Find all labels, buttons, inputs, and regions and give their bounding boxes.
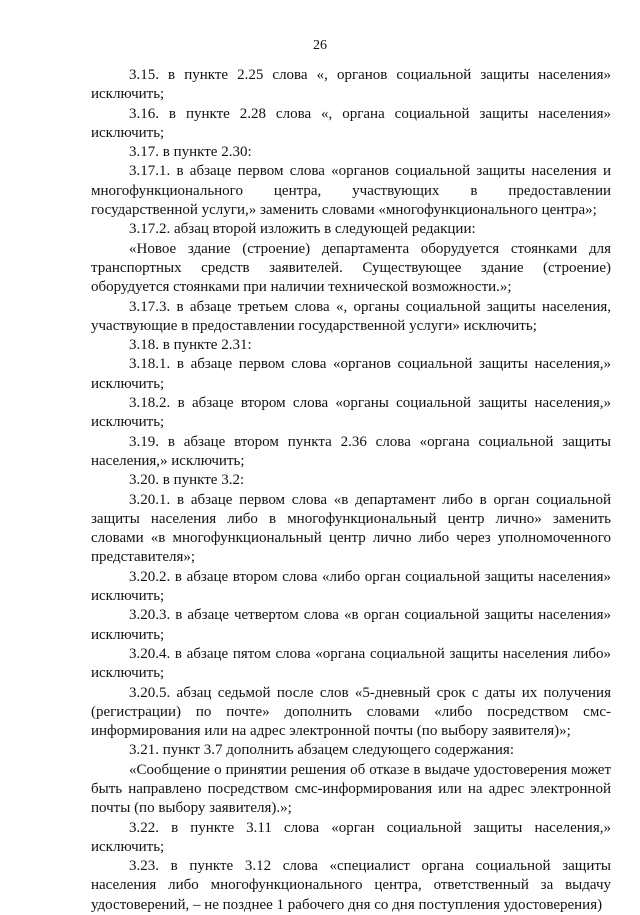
paragraph-quote-refusal-message: «Сообщение о принятии решения об отказе в выдаче удостоверения может быть направлено посредством смс-информирования или на адрес электронной почты (по выбору заявителя).»; bbox=[91, 761, 611, 817]
paragraph-3-17: 3.17. в пункте 2.30: bbox=[129, 144, 252, 161]
paragraph-3-20-4: 3.20.4. в абзаце пятом слова «органа социальной защиты населения либо» исключить; bbox=[91, 645, 611, 682]
paragraph-3-23: 3.23. в пункте 3.12 слова «специалист органа социальной защиты населения либо многофункционального центра, ответственный за выдачу удостоверений, – не позднее 1 рабочего дня со дня поступления удостоверения) bbox=[91, 858, 611, 913]
paragraph-3-18: 3.18. в пункте 2.31: bbox=[129, 337, 252, 354]
paragraph-3-20: 3.20. в пункте 3.2: bbox=[129, 472, 245, 489]
paragraph-3-17-2: 3.17.2. абзац второй изложить в следующей редакции: bbox=[129, 221, 476, 238]
paragraph-3-20-2: 3.20.2. в абзаце втором слова «либо орган социальной защиты населения» исключить; bbox=[91, 568, 611, 605]
paragraph-3-18-1: 3.18.1. в абзаце первом слова «органов социальной защиты населения,» исключить; bbox=[91, 356, 611, 392]
paragraph-3-20-3: 3.20.3. в абзаце четвертом слова «в орган социальной защиты населения» исключить; bbox=[91, 607, 611, 643]
paragraph-3-20-5: 3.20.5. абзац седьмой после слов «5-дневный срок с даты их получения (регистрации) по почте» дополнить словами «либо посредством смс-информирования или на адрес электронной почты (по выбору заявителя)»; bbox=[91, 684, 611, 740]
paragraph-3-15: 3.15. в пункте 2.25 слова «, органов социальной защиты населения» исключить; bbox=[91, 67, 611, 103]
page-number: 26 bbox=[313, 38, 327, 53]
paragraph-3-22: 3.22. в пункте 3.11 слова «орган социальной защиты населения,» исключить; bbox=[91, 819, 611, 855]
paragraph-3-16: 3.16. в пункте 2.28 слова «, органа социальной защиты населения» исключить; bbox=[91, 105, 611, 141]
document-body bbox=[91, 66, 611, 915]
paragraph-quote-new-building: «Новое здание (строение) департамента оборудуется стоянками для транспортных средств заявителей. Существующее здание (строение) оборудуется стоянками при наличии технической возможности.»; bbox=[91, 240, 611, 296]
paragraph-3-19: 3.19. в абзаце втором пункта 2.36 слова «органа социальной защиты населения,» исключить; bbox=[91, 433, 611, 469]
paragraph-3-20-1: 3.20.1. в абзаце первом слова «в департамент либо в орган социальной защиты населения либо в многофункциональный центр лично» заменить словами «в многофункциональный центр лично либо через уполномоченного представителя»; bbox=[91, 491, 611, 566]
paragraph-3-21: 3.21. пункт 3.7 дополнить абзацем следующего содержания: bbox=[129, 742, 514, 759]
paragraph-3-17-3: 3.17.3. в абзаце третьем слова «, органы социальной защиты населения, участвующие в предоставлении государственной услуги» исключить; bbox=[91, 298, 611, 334]
paragraph-3-17-1: 3.17.1. в абзаце первом слова «органов социальной защиты населения и многофункционального центра, участвующих в предоставлении государственной услуги,» заменить словами «многофункционального центра»; bbox=[91, 163, 611, 219]
paragraph-3-18-2: 3.18.2. в абзаце втором слова «органы социальной защиты населения,» исключить; bbox=[91, 395, 611, 431]
